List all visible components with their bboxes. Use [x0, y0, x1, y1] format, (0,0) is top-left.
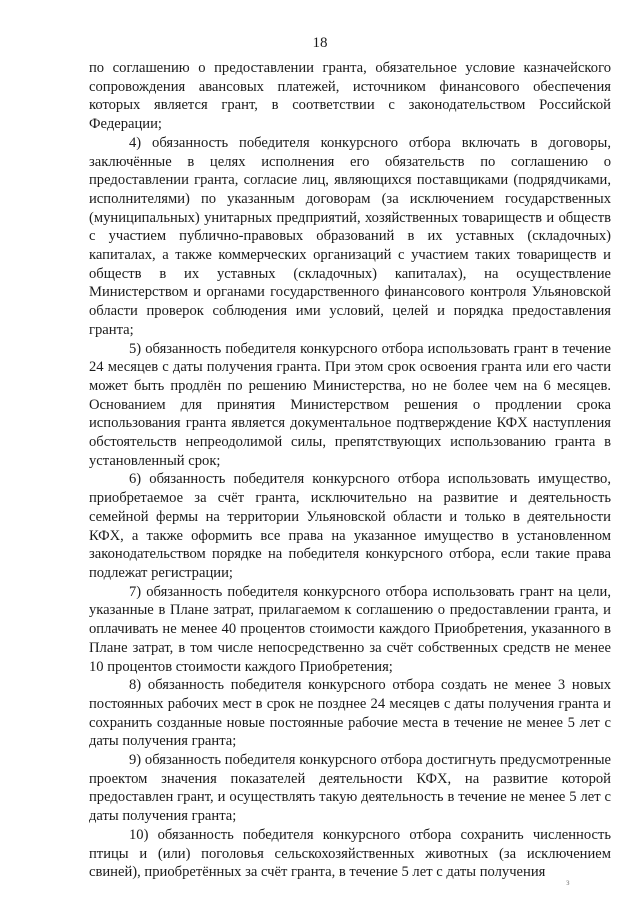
paragraph-item-7: 7) обязанность победителя конкурсного отбора использовать грант на цели, указанные в Плане затрат, прилагаемом к соглашению о предоставлении гранта, и оплачивать не менее 40 процентов стоимости каждого Приобретения, указанного в Плане затрат, в том числе непосредственно за счёт собственных средств не менее 10 процентов стоимости каждого Приобретения;	[89, 583, 611, 675]
paragraph-continuation: по соглашению о предоставлении гранта, обязательное условие казначейского сопровождения авансовых платежей, источником финансового обеспечения которых является грант, в соответствии с законодательством Российской Федерации;	[89, 60, 611, 133]
scan-mark: з	[566, 877, 570, 887]
paragraph-item-9: 9) обязанность победителя конкурсного отбора достигнуть предусмотренные проектом значения показателей деятельности КФХ, на развитие которой предоставлен грант, и осуществлять такую деятельность в течение не менее 5 лет с даты получения гранта;	[89, 752, 611, 825]
page-number: 18	[312, 35, 328, 51]
paragraph-item-6: 6) обязанность победителя конкурсного отбора использовать имущество, приобретаемое за счёт гранта, исключительно на развитие и деятельность семейной фермы на территории Ульяновской области и только в деятельности КФХ, а также оформить все права на указанное имущество в установленном законодательством порядке на победителя конкурсного отбора, если такие права подлежат регистрации;	[89, 471, 611, 581]
paragraph-item-4: 4) обязанность победителя конкурсного отбора включать в договоры, заключённые в целях исполнения его обязательств по соглашению о предоставлении гранта, согласие лиц, являющихся поставщиками (подрядчиками, исполнителями) по указанным договорам (за исключением государственных (муниципальных) унитарных предприятий, хозяйственных товариществ и обществ с участием публично-правовых образований в их уставных (складочных) капиталах, а также коммерческих организаций с участием таких товариществ и обществ в их уставных (складочных) капиталах), на осуществление Министерством и органами государственного финансового контроля Ульяновской области проверок соблюдения ими условий, целей и порядка предоставления гранта;	[89, 134, 611, 338]
paragraph-item-10: 10) обязанность победителя конкурсного отбора сохранить численность птицы и (или) поголовья сельскохозяйственных животных (за исключением свиней), приобретённых за счёт гранта, в течение 5 лет с даты получения	[89, 826, 611, 881]
paragraph-item-8: 8) обязанность победителя конкурсного отбора создать не менее 3 новых постоянных рабочих мест в срок не позднее 24 месяцев с даты получения гранта и сохранить созданные новые постоянные рабочие места в течение не менее 5 лет с даты получения гранта;	[89, 677, 611, 750]
paragraph-item-5: 5) обязанность победителя конкурсного отбора использовать грант в течение 24 месяцев с даты получения гранта. При этом срок освоения гранта или его части может быть продлён по решению Министерства, но не более чем на 6 месяцев. Основанием для принятия Министерством решения о продлении срока использования гранта является документальное подтверждение КФХ наступления обстоятельств непреодолимой силы, препятствующих использованию гранта в установленный срок;	[89, 340, 611, 469]
document-body	[89, 59, 611, 882]
